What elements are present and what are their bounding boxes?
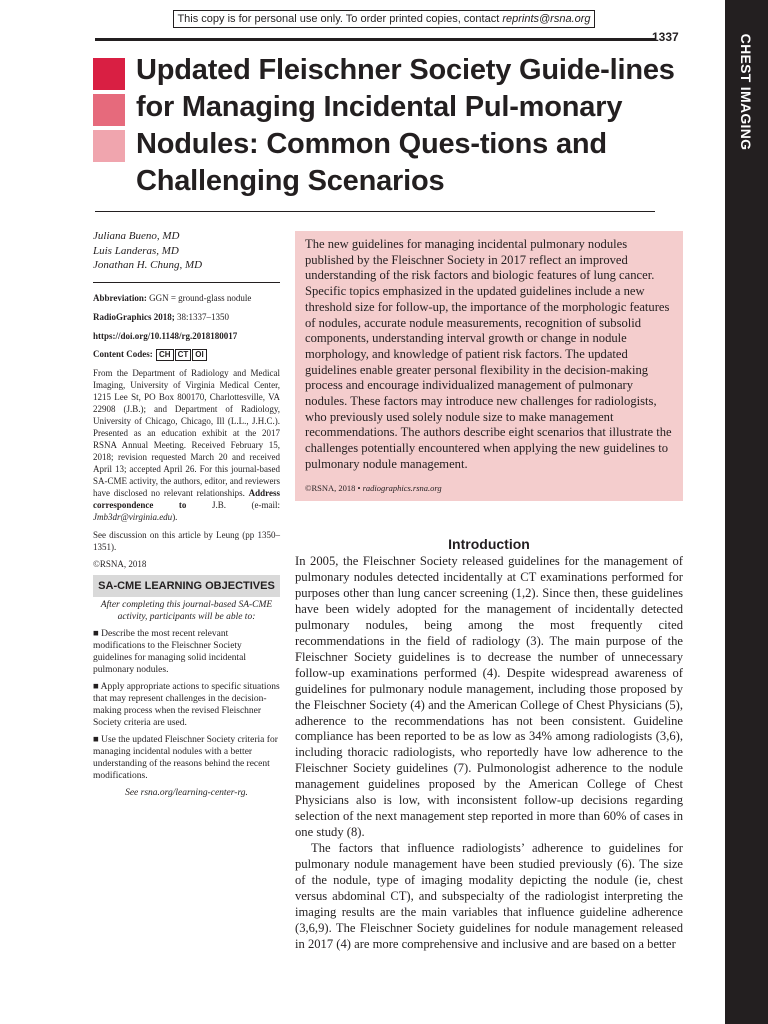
author: Juliana Bueno, MD [93,230,180,242]
title-rule [95,211,655,212]
accent-square-2 [93,94,125,126]
copyright-left: ©RSNA, 2018 [93,559,147,569]
paragraph: The factors that influence radiologists’ adherence to guidelines for pulmonary nodule management have been studied previously (6). The size of the nodule, type of imaging modality depicting the nodule (ie, chest versus abdominal CT), and subspecialty of the radiologist interpreting the imaging results are the main variables that influence guideline adherence (3,6,9). The Fleischner Society guidelines for nodule management released in 2017 (4) are more comprehensive and inclusive and are based on a better [295,841,683,951]
abstract-copyright: ©RSNA, 2018 • radiographics.rsna.org [305,482,442,493]
reprint-notice [173,10,595,28]
learning-center-link[interactable]: See rsna.org/learning-center-rg. [125,788,248,798]
page-number: 1337 [652,30,679,44]
author: Jonathan H. Chung, MD [93,259,203,271]
section-heading: Introduction [448,536,530,552]
authors-divider [93,282,280,283]
accent-square-1 [93,58,125,90]
objectives-box [93,597,280,799]
journal-url-link[interactable]: radiographics.rsna.org [362,482,442,493]
objective-item: ■ Use the updated Fleischner Society criteria for managing incidental nodules with a better understanding of the reasons behind the recent modifications. [93,735,278,781]
objective-item: ■ Describe the most recent relevant modifications to the Fleischner Society guidelines for managing solid incidental pulmonary nodules. [93,629,247,675]
article-metadata [93,292,280,570]
abstract-box [295,231,683,501]
author-list [93,229,280,273]
author: Luis Landeras, MD [93,244,179,257]
content-codes: Content Codes: CH CT OI [93,348,280,361]
body-text [295,554,683,953]
affiliation: From the Department of Radiology and Medical Imaging, University of Virginia Medical Center, 1215 Lee St, PO Box 800170, Charlottesville, VA 22908 (J.B.); and Department of Radiology, University of Chicago, Chicago, Ill (L.L., J.H.C.). Presented as an education exhibit at the 2017 RSNA Annual Meeting. Received February 15, 2018; revision requested March 20 and received April 13; accepted April 26. For this journal-based SA-CME activity, the authors, editor, and reviewers have disclosed no relevant relationships. Address correspondence to J.B. (e-mail: Jmb3dr@virginia.edu). [93,368,280,522]
objective-item: ■ Apply appropriate actions to specific situations that may represent challenges in the decision-making process when the revised Fleischner Society criteria are used. [93,682,280,728]
discussion-note: See discussion on this article by Leung (pp 1350–1351). [93,530,280,552]
reprint-email-link[interactable]: reprints@rsna.org [502,13,591,25]
section-label: CHEST IMAGING [738,33,754,151]
objectives-intro: After completing this journal-based SA-CME activity, participants will be able to: [100,600,273,622]
article-title: Updated Fleischner Society Guide-lines for Managing Incidental Pul-monary Nodules: Common Ques-tions and Challenging Scenarios [136,54,675,197]
objectives-header: SA-CME LEARNING OBJECTIVES [93,575,280,597]
accent-square-3 [93,130,125,162]
paragraph: In 2005, the Fleischner Society released guidelines for the management of pulmonary nodules detected incidentally at CT examinations performed for purposes other than lung cancer screening (1,2). Since then, these guidelines have been widely adopted for the management of incidentally detected pulmonary nodules, being among the most frequently cited recommendations in the field of radiology (3). The main purpose of the Fleischner Society guidelines is to decrease the number of unnecessary follow-up examinations performed (4). Despite widespread awareness of guidelines for pulmonary nodule management, including those proposed by the Fleischner Society (4) and the American College of Chest Physicians (5), adherence to the recommendations has not been consistent. Guideline compliance has been reported to be as low as 34% among radiologists (3,6), including thoracic radiologists, who reportedly have low adherence to the Fleischner Society guidelines (7). Pulmonologist adherence to the nodule management guidelines proposed by the American College of Chest Physicians also is low, with inconsistent follow-up decisions regarding selection of the next management step reported in more than 60% of cases in one study (8). [295,554,683,840]
abstract-text: The new guidelines for managing incidental pulmonary nodules published by the Fleischner Society in 2017 reflect an improved understanding of the risk factors and biologic features of lung cancer. Specific topics emphasized in the updated guidelines include a new threshold size for follow-up, the importance of the morphologic features of nodules, accurate nodule measurements, recognition of subsolid components, understanding interval growth or change in nodule morphology, and knowledge of patient risk factors. The updated guidelines enable greater personal flexibility in the decision-making process and encourage individualized management of pulmonary nodules. These factors may introduce new challenges for radiologists, who previously used solely nodule size to make management recommendations. The authors describe eight scenarios that illustrate the challenges potentially encountered when applying the new guidelines to pulmonary nodule management. [305,237,672,471]
content-code-badge: OI [192,349,206,361]
author-email-link[interactable]: Jmb3dr@virginia.edu [93,512,173,522]
content-code-badge: CT [175,349,192,361]
notice-text: This copy is for personal use only. To order printed copies, contact [177,13,503,25]
doi-link[interactable]: https://doi.org/10.1148/rg.2018180017 [93,331,238,341]
content-code-badge: CH [156,349,174,361]
header-rule [95,38,655,41]
citation: RadioGraphics 2018; 38:1337–1350 [93,312,230,322]
section-sidebar [725,0,768,1024]
abbreviation: Abbreviation: GGN = ground-glass nodule [93,293,252,303]
